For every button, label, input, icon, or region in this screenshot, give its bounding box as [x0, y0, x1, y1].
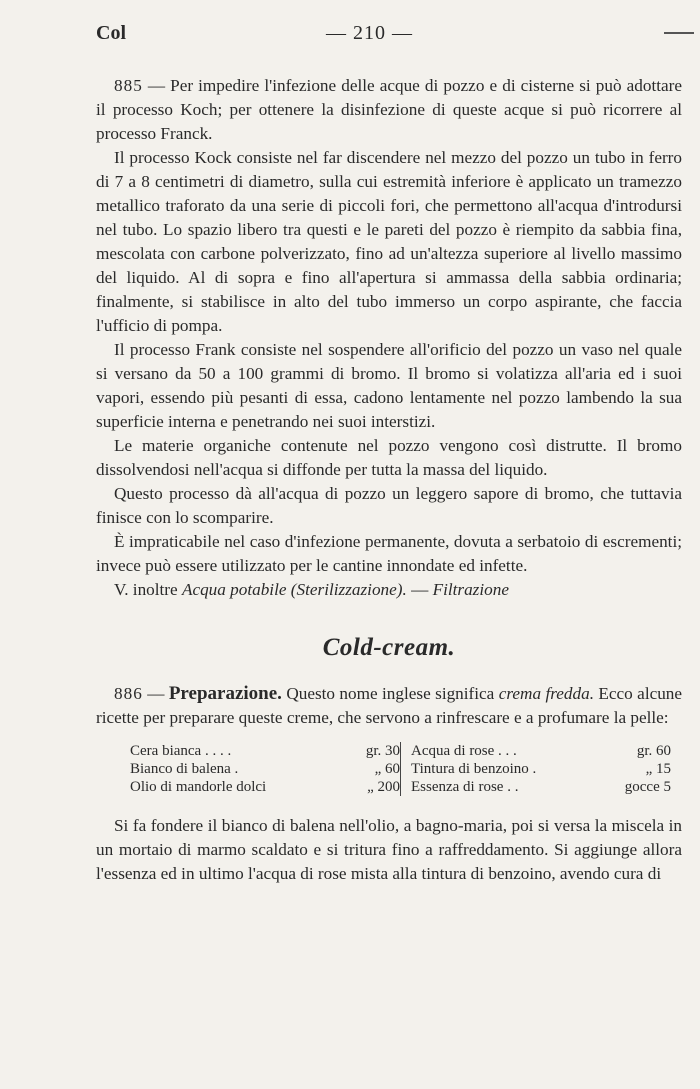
page-header	[96, 22, 696, 52]
italic-term: crema fredda.	[498, 684, 594, 703]
paragraph-886-1	[96, 682, 682, 730]
page-body	[96, 74, 682, 886]
ingredient-qty: „ 60	[374, 761, 400, 777]
intro-rest: Ecco alcune ricette per preparare queste creme, che servono a rinfrescare e a profumare la pelle:	[96, 684, 683, 727]
recipe-row	[411, 742, 671, 760]
section-number-885: 885	[114, 76, 143, 95]
section-title: Cold-cream.	[322, 634, 456, 661]
ingredient-qty: gr. 30	[365, 743, 400, 759]
edge-mark	[664, 32, 694, 34]
intro-text: Questo nome inglese significa	[286, 684, 495, 703]
see-ref-2: Filtrazione	[432, 580, 509, 599]
cross-reference	[96, 578, 682, 602]
section-number-886: 886	[114, 684, 143, 703]
ingredient-qty: „ 15	[645, 761, 671, 777]
subheading: Preparazione.	[168, 683, 282, 704]
running-head: Col	[96, 22, 126, 44]
ingredient-qty: „ 200	[367, 779, 400, 795]
paragraph-885-6: È impraticabile nel caso d'infezione permanente, dovuta a serbatoio di escrementi; invece può essere utilizzato per le cantine innondate ed infette.	[96, 532, 682, 575]
recipe-row	[130, 778, 400, 796]
paragraph-886-2: Si fa fondere il bianco di balena nell'olio, a bagno-maria, poi si versa la miscela in un mortaio di marmo scaldato e si tritura fino a raffreddamento. Si aggiunge allora l'essenza ed in ultimo l'acqua di rose mista alla tintura di benzoino, avendo cura di	[96, 816, 682, 883]
paragraph-885-1	[96, 74, 682, 146]
paragraph-885-3: Il processo Frank consiste nel sospendere all'orificio del pozzo un vaso nel quale si versano da 50 a 100 grammi di bromo. Il bromo si volatizza all'aria ed i suoi vapori, essendo più pesanti di essa, cadono lentamente nel pozzo lambendo la sua superficie interna e penetrando nei suoi interstizi.	[96, 340, 682, 431]
recipe-row	[411, 778, 671, 796]
ingredient-name: Tintura di benzoino .	[411, 761, 537, 777]
recipe-column-left	[96, 742, 400, 796]
see-prefix: V. inoltre	[114, 580, 178, 599]
paragraph-text: Per impedire l'infezione delle acque di pozzo e di cisterne si può adottare il processo Koch; per ottenere la disinfezione di queste acque si può ricorrere al processo Franck.	[96, 76, 682, 143]
dash: —	[411, 580, 433, 599]
dash: —	[147, 76, 171, 95]
ingredient-qty: gr. 60	[636, 743, 671, 759]
recipe-table	[96, 742, 682, 796]
ingredient-qty: gocce 5	[624, 779, 671, 795]
recipe-column-right	[400, 742, 671, 796]
ingredient-name: Bianco di balena .	[130, 761, 239, 777]
recipe-row	[411, 760, 671, 778]
recipe-row	[130, 742, 400, 760]
recipe-row	[130, 760, 400, 778]
paragraph-885-4: Le materie organiche contenute nel pozzo vengono così distrutte. Il bromo dissolvendosi nell'acqua si diffonde per tutta la massa del liquido.	[96, 436, 682, 479]
paragraph-885-2: Il processo Kock consiste nel far discendere nel mezzo del pozzo un tubo in ferro di 7 a 8 centimetri di diametro, sulla cui estremità inferiore è applicato un tramezzo metallico traforato da una serie di piccoli fori, che permettono all'acqua d'introdursi nel tubo. Lo spazio libero tra questi e le pareti del pozzo è riempito da sabbia fina, mescolata con carbone polverizzato, fino ad un'altezza superiore al livello massimo del liquido. Al di sopra e fino all'apertura si ammassa della sabbia ordinaria; finalmente, si stabilisce in alto del tubo immerso un corpo aspirante, che faccia l'ufficio di pompa.	[96, 148, 682, 335]
page-number: — 210 —	[326, 22, 413, 44]
ingredient-name: Olio di mandorle dolci	[130, 779, 267, 795]
ingredient-name: Cera bianca . . . .	[130, 743, 232, 759]
dash: —	[147, 684, 169, 703]
paragraph-885-5: Questo processo dà all'acqua di pozzo un leggero sapore di bromo, che tuttavia finisce con lo scomparire.	[96, 484, 682, 527]
ingredient-name: Acqua di rose . . .	[411, 743, 517, 759]
see-ref: Acqua potabile (Sterilizzazione).	[181, 580, 407, 599]
ingredient-name: Essenza di rose . .	[411, 779, 519, 795]
